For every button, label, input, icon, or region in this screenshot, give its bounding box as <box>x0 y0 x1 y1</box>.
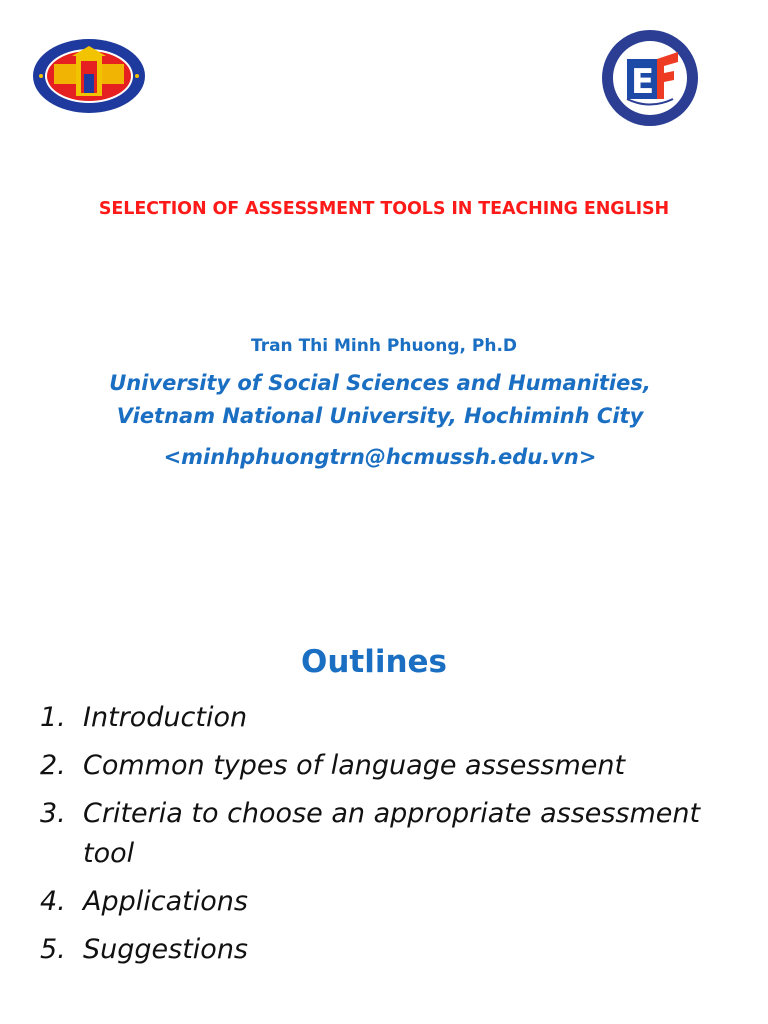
presentation-title: SELECTION OF ASSESSMENT TOOLS IN TEACHING ENGLISH <box>98 199 670 219</box>
outline-item-number: 3. <box>40 798 66 829</box>
author-name: Tran Thi Minh Phuong, Ph.D <box>250 336 518 356</box>
outline-item-text: Applications <box>83 886 248 917</box>
author-affiliation-line1: University of Social Sciences and Humanities, <box>109 371 651 395</box>
outline-item-number: 5. <box>40 934 66 965</box>
outline-item-number: 2. <box>40 750 66 781</box>
outlines-heading: Outlines <box>300 644 448 680</box>
faculty-english-ef-logo-icon <box>600 28 700 128</box>
outline-item <box>40 698 740 738</box>
outline-item <box>40 930 740 970</box>
author-affiliation-line2: Vietnam National University, Hochiminh City <box>116 404 644 428</box>
outline-item-text: Introduction <box>83 702 248 733</box>
outline-item-continuation: tool <box>83 838 135 869</box>
outline-item <box>40 746 740 786</box>
outline-item-number: 1. <box>40 702 66 733</box>
outline-item-text: Common types of language assessment <box>83 750 626 781</box>
outline-list <box>40 698 740 978</box>
outline-item-text: Suggestions <box>83 934 248 965</box>
faculty-logo <box>600 28 700 128</box>
university-seal-icon <box>32 38 146 114</box>
author-email: <minhphuongtrn@hcmussh.edu.vn> <box>163 445 597 469</box>
outline-item-text: Criteria to choose an appropriate assessment <box>83 798 701 829</box>
outline-item <box>40 794 740 874</box>
outline-item <box>40 882 740 922</box>
university-logo <box>32 38 146 114</box>
svg-text:E: E <box>631 62 655 102</box>
outline-item-number: 4. <box>40 886 66 917</box>
